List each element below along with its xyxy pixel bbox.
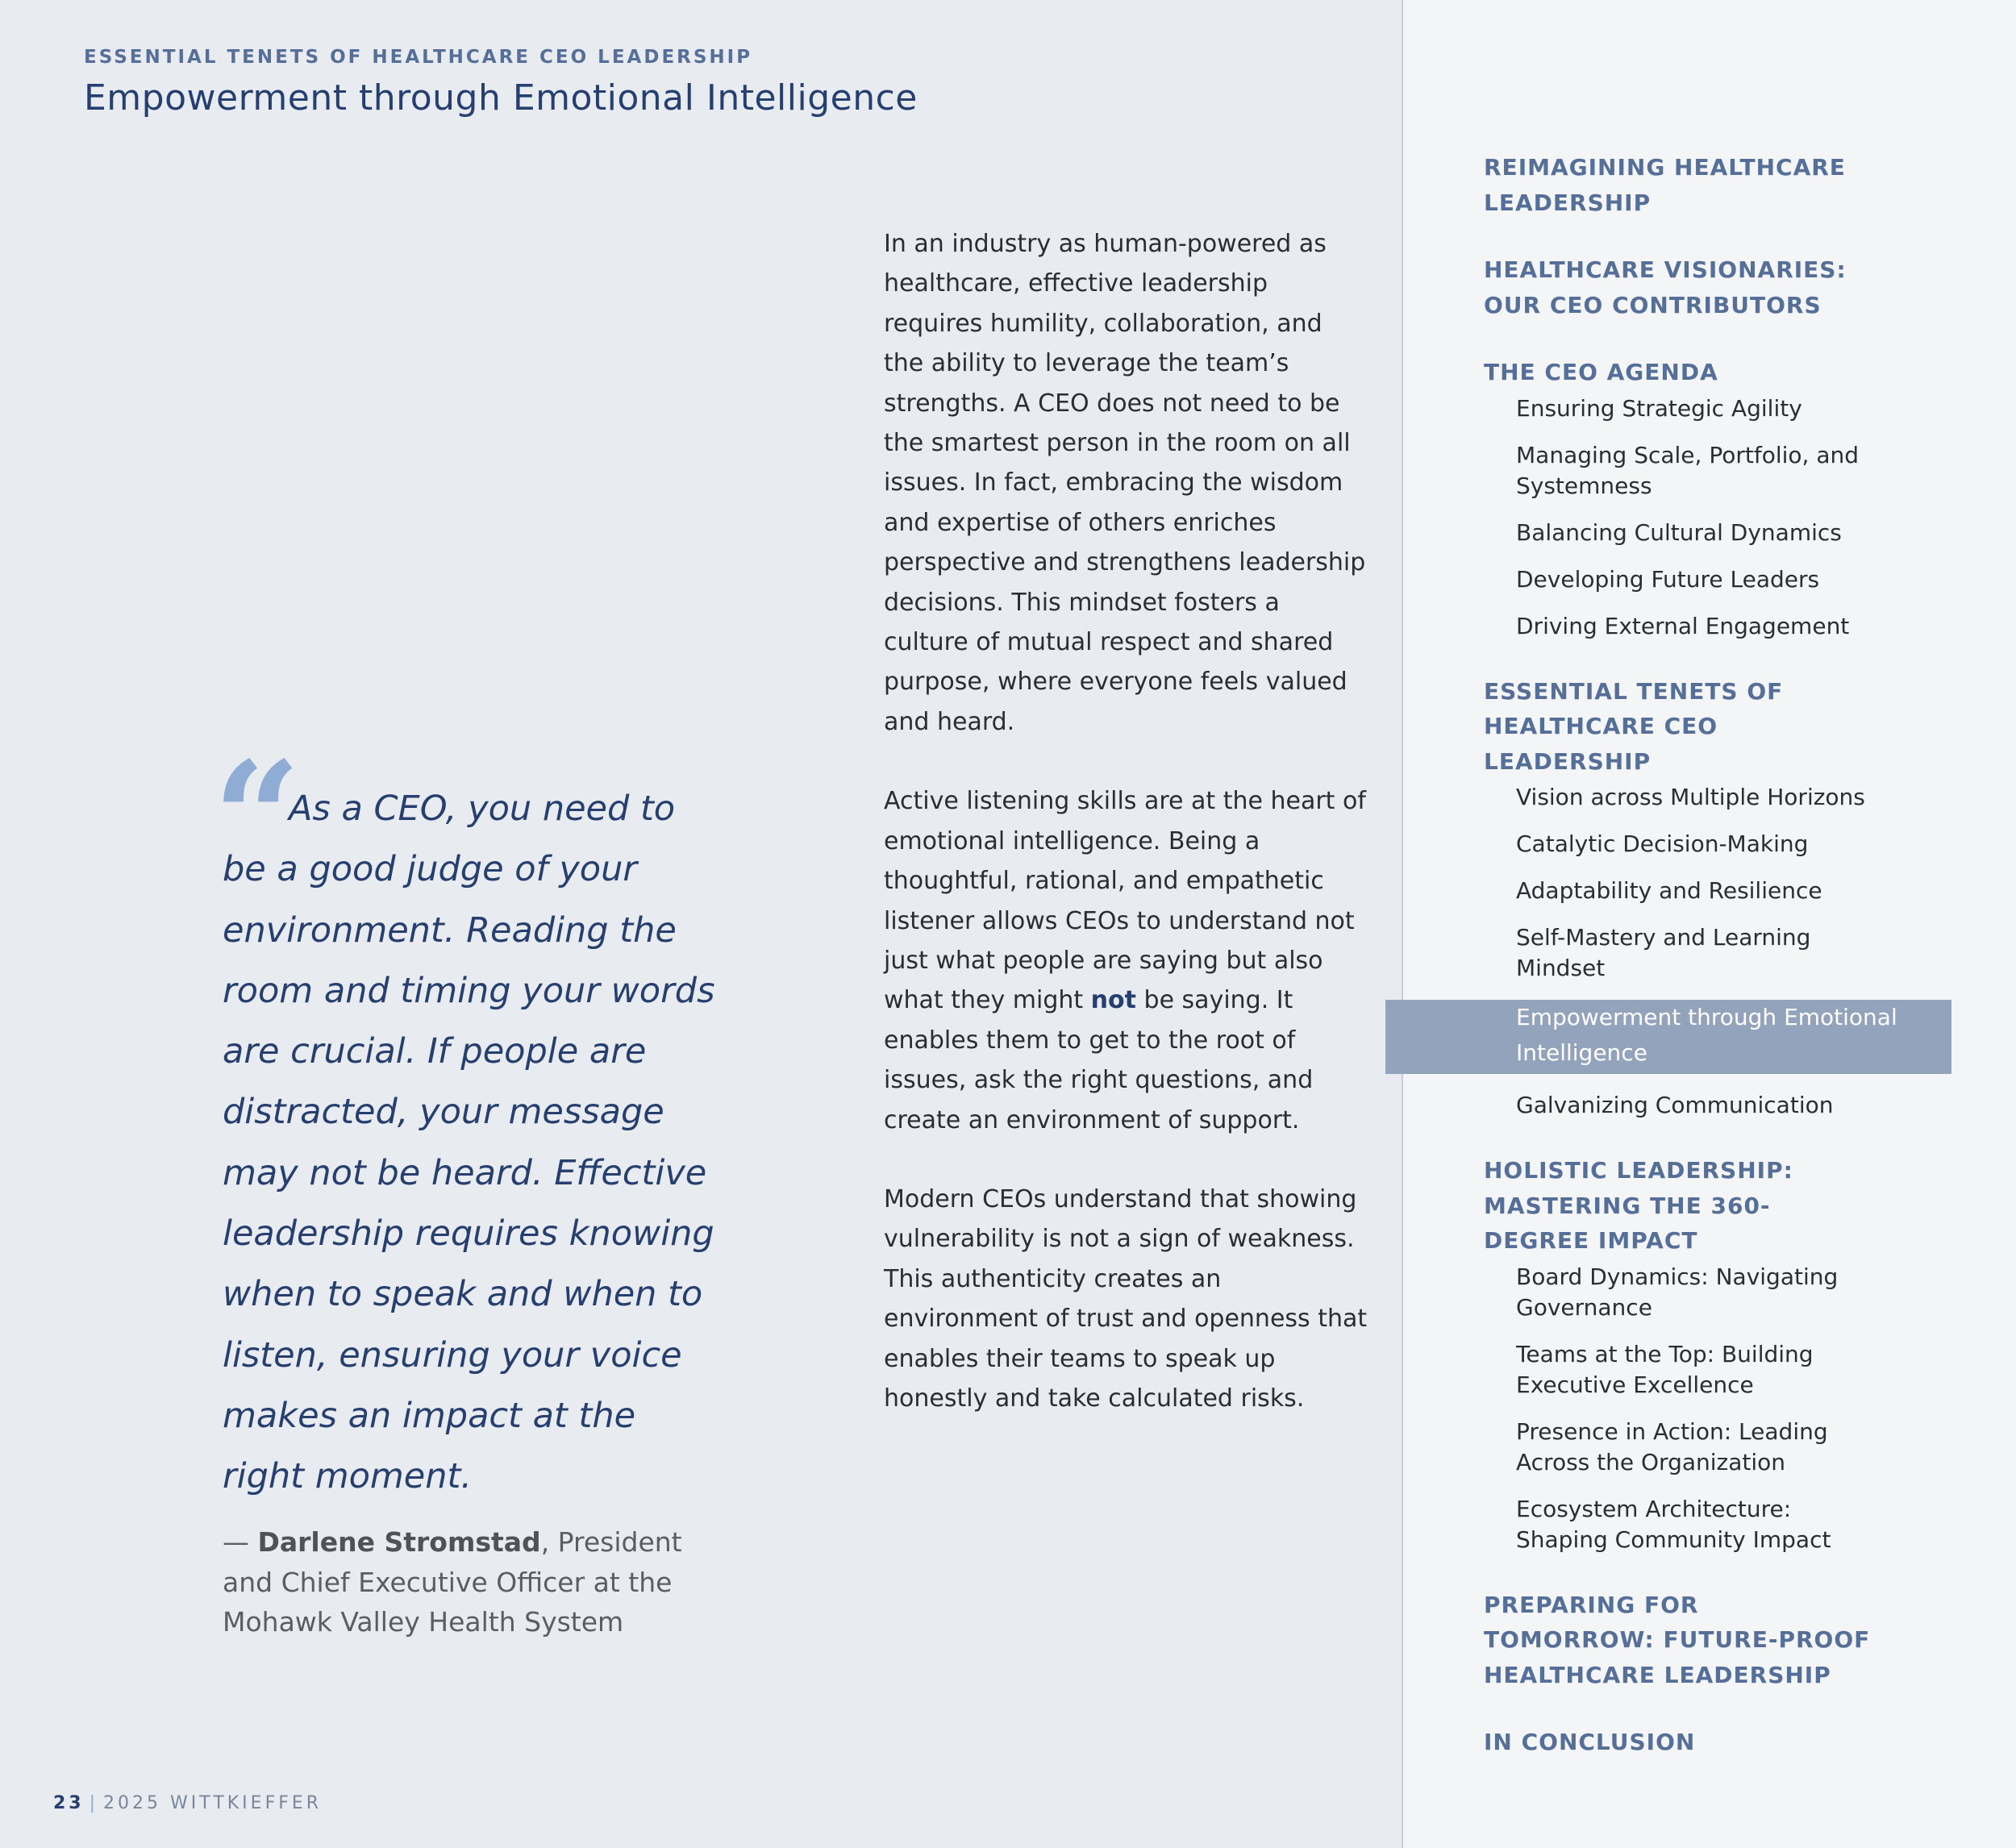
quote-mark-icon: “ — [213, 742, 302, 839]
page-number: 23 — [53, 1793, 85, 1813]
pull-quote-text: As a CEO, you need to be a good judge of your environment. Reading the room and timing your words are crucial. If people are distracted, your message may not be heard. Effective leadership requires knowing when to speak and when to listen, ensuring your voice makes an impact at the right moment. — [223, 789, 715, 1497]
toc-link-healthcare-visionaries[interactable]: HEALTHCARE VISIONARIES: OUR CEO CONTRIBUTORS — [1484, 256, 1847, 318]
toc-link-preparing-for-tomorrow[interactable]: PREPARING FOR TOMORROW: FUTURE-PROOF HEALTHCARE LEADERSHIP — [1484, 1591, 1871, 1688]
toc-section-holistic-leadership — [1403, 1153, 2016, 1555]
toc-link-essential-tenets[interactable]: ESSENTIAL TENETS OF HEALTHCARE CEO LEADERSHIP — [1484, 677, 1784, 775]
paragraph-2-text-start: Active listening skills are at the heart of emotional intelligence. Being a thoughtful, rational, and empathetic listener allows CEOs to understand not just what people are saying but also what they might — [884, 787, 1366, 1015]
toc-section-ceo-agenda — [1403, 355, 2016, 642]
toc-item-future-leaders[interactable]: Developing Future Leaders — [1516, 565, 1820, 593]
page-footer — [53, 1793, 322, 1813]
toc-section-conclusion — [1403, 1725, 2016, 1760]
emphasis-not: not — [1090, 986, 1136, 1015]
section-eyebrow: ESSENTIAL TENETS OF HEALTHCARE CEO LEADERSHIP — [84, 47, 753, 68]
toc-list — [1403, 150, 2016, 1792]
toc-link-reimagining-healthcare-leadership[interactable]: REIMAGINING HEALTHCARE LEADERSHIP — [1484, 154, 1846, 216]
toc-item-teams-at-the-top[interactable]: Teams at the Top: Building Executive Excellence — [1516, 1340, 1814, 1398]
quote-author-role: , President and Chief Executive Officer at the Mohawk Valley Health System — [223, 1526, 682, 1638]
body-paragraph-3: Modern CEOs understand that showing vulnerability is not a sign of weakness. This authenticity creates an environment of trust and openness that enables their teams to speak up honestly and take calculated risks. — [884, 1184, 1368, 1413]
body-paragraph-2 — [884, 781, 1368, 1140]
toc-item-scale-portfolio-systemness[interactable]: Managing Scale, Portfolio, and Systemness — [1516, 441, 1859, 499]
toc-section-preparing — [1403, 1588, 2016, 1693]
toc-link-holistic-leadership[interactable]: HOLISTIC LEADERSHIP: MASTERING THE 360-DEGREE IMPACT — [1484, 1157, 1793, 1254]
toc-section-essential-tenets — [1403, 674, 2016, 1122]
toc-section-visionaries — [1403, 252, 2016, 323]
body-paragraph-1: In an industry as human-powered as healthcare, effective leadership requires humility, collaboration, and the ability to leverage the team’s strengths. A CEO does not need to be the smartest person in the room on all issues. In fact, embracing the wisdom and expertise of others enriches perspective and strengthens leadership decisions. This mindset fosters a culture of mutual respect and shared purpose, where everyone feels valued and heard. — [884, 230, 1366, 736]
quote-author: Darlene Stromstad — [257, 1526, 541, 1558]
toc-item-board-dynamics[interactable]: Board Dynamics: Navigating Governance — [1516, 1263, 1839, 1321]
footer-separator: | — [89, 1793, 99, 1813]
toc-item-strategic-agility[interactable]: Ensuring Strategic Agility — [1516, 394, 1802, 422]
toc-item-emotional-intelligence-active[interactable]: Empowerment through Emotional Intelligence — [1385, 1000, 1951, 1074]
quote-attribution — [223, 1522, 739, 1642]
toc-item-self-mastery[interactable]: Self-Mastery and Learning Mindset — [1516, 924, 1811, 981]
page-title: Empowerment through Emotional Intelligence — [84, 77, 918, 119]
publication-name: 2025 WITTKIEFFER — [103, 1793, 323, 1813]
paragraph-2-text-end: be saying. It enables them to get to the root of issues, ask the right questions, and create an environment of support. — [884, 986, 1314, 1134]
pull-quote — [223, 779, 723, 1508]
toc-item-adaptability-resilience[interactable]: Adaptability and Resilience — [1516, 877, 1822, 904]
toc-item-catalytic-decision-making[interactable]: Catalytic Decision-Making — [1516, 830, 1809, 857]
toc-item-ecosystem-architecture[interactable]: Ecosystem Architecture: Shaping Community Impact — [1516, 1495, 1831, 1553]
attribution-dash: — — [223, 1526, 258, 1558]
table-of-contents-sidebar — [1402, 0, 2016, 1848]
toc-item-presence-in-action[interactable]: Presence in Action: Leading Across the Organization — [1516, 1417, 1828, 1475]
toc-link-ceo-agenda[interactable]: THE CEO AGENDA — [1484, 359, 1718, 385]
toc-item-cultural-dynamics[interactable]: Balancing Cultural Dynamics — [1516, 518, 1842, 546]
toc-item-galvanizing-communication[interactable]: Galvanizing Communication — [1516, 1092, 1834, 1118]
toc-link-in-conclusion[interactable]: IN CONCLUSION — [1484, 1729, 1696, 1755]
toc-item-external-engagement[interactable]: Driving External Engagement — [1516, 612, 1850, 639]
toc-section-reimagining — [1403, 150, 2016, 220]
toc-item-vision-horizons[interactable]: Vision across Multiple Horizons — [1516, 784, 1865, 810]
body-text-column — [884, 224, 1368, 1458]
